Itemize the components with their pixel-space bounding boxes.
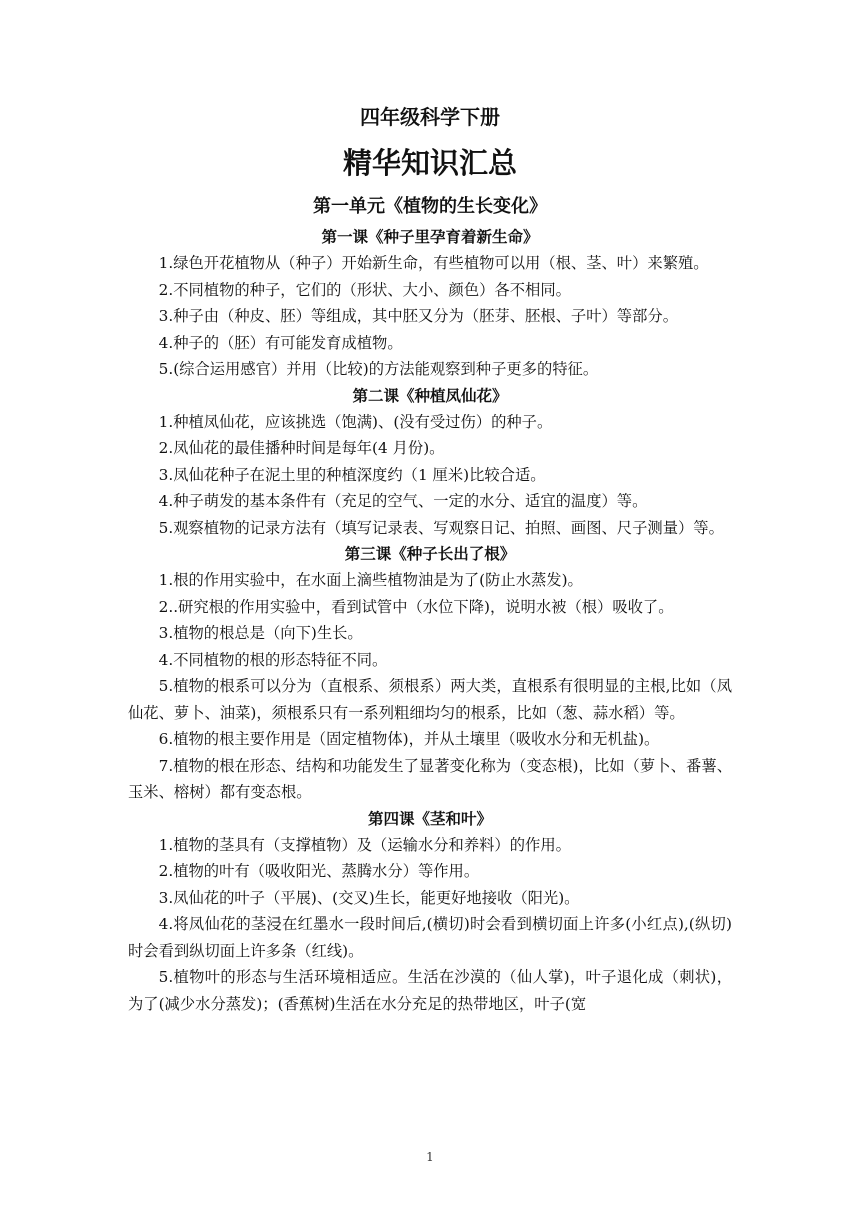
lesson-item: 5.植物的根系可以分为（直根系、须根系）两大类，直根系有很明显的主根,比如（凤仙花、萝卜、油菜)，须根系只有一系列粗细均匀的根系，比如（葱、蒜水稻）等。 — [128, 677, 732, 722]
lesson-item: 2.凤仙花的最佳播种时间是每年(4 月份)。 — [158, 439, 445, 457]
lesson-item: 1.种植凤仙花，应该挑选（饱满)、(没有受过伤）的种子。 — [158, 412, 553, 431]
lesson-item: 5.植物叶的形态与生活环境相适应。生活在沙漠的（仙人掌)，叶子退化成（刺状)，为了(减少水分蒸发)；(香蕉树)生活在水分充足的热带地区，叶子(宽 — [128, 968, 732, 1013]
lesson-section — [128, 541, 732, 806]
lesson-item: 7.植物的根在形态、结构和功能发生了显著变化称为（变态根)，比如（萝卜、番薯、玉米、榕树）都有变态根。 — [128, 756, 732, 801]
lesson-heading: 第一课《种子里孕育着新生命》 — [321, 228, 539, 246]
lesson-item: 2.不同植物的种子，它们的（形状、大小、颜色）各不相同。 — [158, 280, 571, 299]
lesson-item: 3.种子由（种皮、胚）等组成，其中胚又分为（胚芽、胚根、子叶）等部分。 — [158, 307, 678, 325]
document-subtitle: 精华知识汇总 — [342, 146, 517, 180]
lesson-item: 1.根的作用实验中，在水面上滴些植物油是为了(防止水蒸发)。 — [158, 571, 583, 589]
lesson-item: 3.凤仙花的叶子（平展)、(交叉)生长，能更好地接收（阳光)。 — [158, 888, 580, 907]
lesson-item: 5.观察植物的记录方法有（填写记录表、写观察日记、拍照、画图、尺子测量）等。 — [158, 518, 724, 537]
lesson-item: 2.植物的叶有（吸收阳光、蒸腾水分）等作用。 — [158, 862, 480, 880]
document-page — [128, 100, 732, 1017]
lesson-item: 4.种子的（胚）有可能发育成植物。 — [158, 333, 403, 352]
lesson-item: 1.绿色开花植物从（种子）开始新生命，有些植物可以用（根、茎、叶）来繁殖。 — [158, 254, 709, 272]
lesson-section — [128, 806, 732, 1018]
lesson-item: 4.将凤仙花的茎浸在红墨水一段时间后,(横切)时会看到横切面上许多(小红点),(纵切)时会看到纵切面上许多条（红线)。 — [128, 915, 732, 960]
lesson-item: 2..研究根的作用实验中，看到试管中（水位下降)，说明水被（根）吸收了。 — [158, 597, 674, 616]
document-title: 四年级科学下册 — [360, 105, 500, 129]
lesson-item: 4.种子萌发的基本条件有（充足的空气、一定的水分、适宜的温度）等。 — [158, 492, 648, 510]
lesson-heading: 第二课《种植凤仙花》 — [352, 386, 508, 405]
lesson-heading: 第四课《茎和叶》 — [367, 809, 492, 828]
lesson-item: 4.不同植物的根的形态特征不同。 — [158, 650, 388, 669]
lesson-item: 5.(综合运用感官）并用（比较)的方法能观察到种子更多的特征。 — [158, 360, 599, 378]
lesson-item: 3.凤仙花种子在泥土里的种植深度约（1 厘米)比较合适。 — [158, 465, 546, 484]
lesson-section — [128, 224, 732, 383]
lesson-item: 6.植物的根主要作用是（固定植物体)，并从土壤里（吸收水分和无机盐)。 — [158, 730, 660, 748]
lesson-item: 3.植物的根总是（向下)生长。 — [158, 624, 363, 642]
unit-heading: 第一单元《植物的生长变化》 — [313, 196, 547, 217]
lesson-item: 1.植物的茎具有（支撑植物）及（运输水分和养料）的作用。 — [158, 835, 571, 854]
lesson-section — [128, 383, 732, 542]
page-number: 1 — [426, 1150, 434, 1164]
lesson-heading: 第三课《种子长出了根》 — [344, 545, 516, 563]
